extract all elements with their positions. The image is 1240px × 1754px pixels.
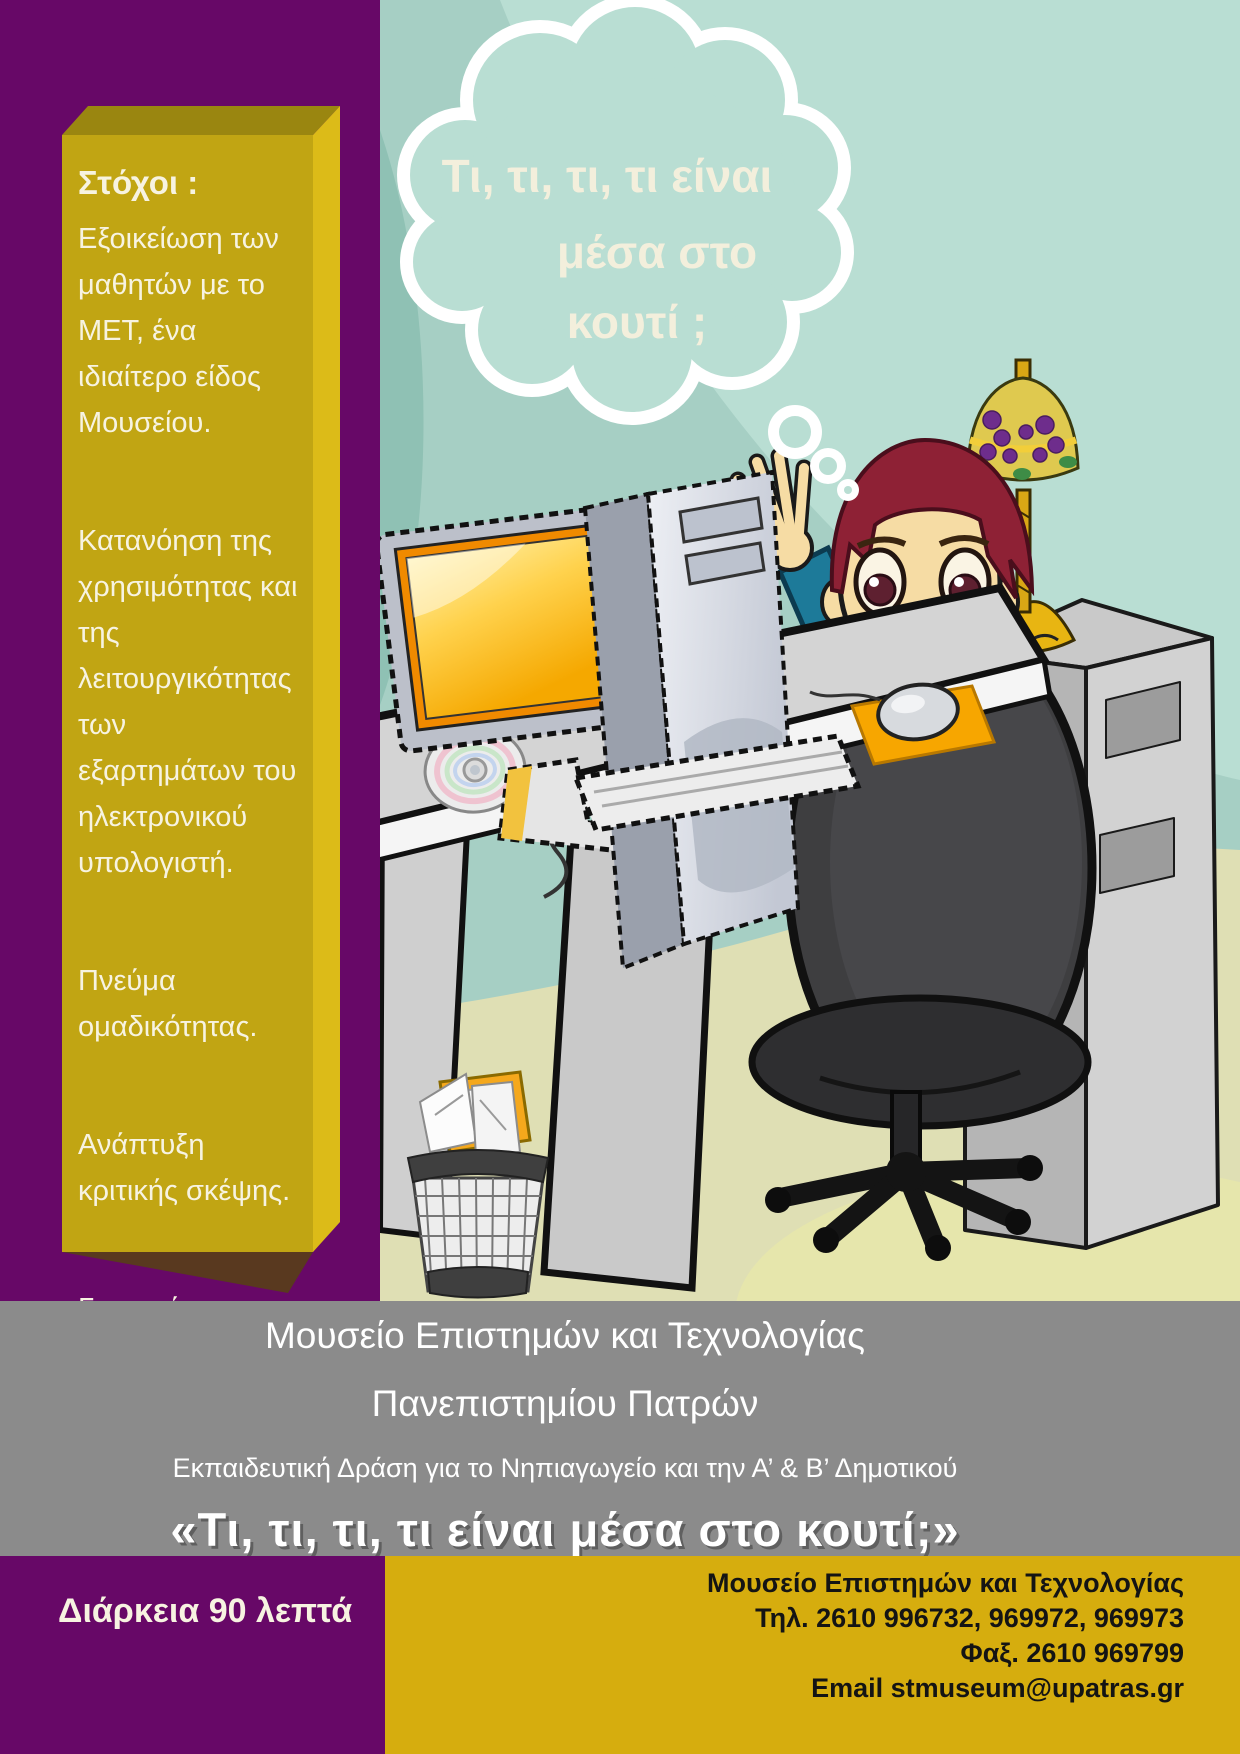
goal-item: Πνεύμα ομαδικότητας.	[78, 965, 258, 1043]
activity-title: «Τι, τι, τι, τι είναι μέσα στο κουτί;»	[170, 1503, 960, 1556]
computer-tower	[585, 472, 798, 968]
bubble-line-2: μέσα στο	[556, 226, 758, 278]
contact-phone: Τηλ. 2610 996732, 969972, 969973	[755, 1603, 1184, 1633]
banner-subtitle: Εκπαιδευτική Δράση για το Νηπιαγωγείο και την Α’ & Β’ Δημοτικού	[172, 1453, 958, 1483]
goal-item: Κατανόηση της χρησιμότητας και της λειτουργικότητας των εξαρτημάτων του ηλεκτρονικού υπολογιστή.	[78, 525, 298, 879]
goal-item: Ανάπτυξη κριτικής σκέψης.	[78, 1129, 291, 1207]
duration-text: Διάρκεια 90 λεπτά	[58, 1592, 353, 1630]
duration-block	[0, 1556, 385, 1754]
contact-name: Μουσείο Επιστημών και Τεχνολογίας	[707, 1568, 1184, 1598]
cartoon-scene	[380, 0, 1240, 1301]
sidebar	[0, 0, 380, 1301]
contact-fax: Φαξ. 2610 969799	[960, 1638, 1184, 1668]
contact-block	[385, 1556, 1240, 1754]
goal-item: Εξοικείωση των μαθητών με το ΜΕΤ, ένα ιδιαίτερο είδος Μουσείου.	[78, 223, 279, 439]
museum-title-line1: Μουσείο Επιστημών και Τεχνολογίας	[264, 1315, 866, 1356]
bubble-line-3: κουτί ;	[566, 296, 708, 348]
footer	[0, 1556, 1240, 1754]
title-banner-inner	[0, 1315, 1130, 1557]
museum-title-line2: Πανεπιστημίου Πατρών	[371, 1383, 759, 1424]
illustration	[380, 0, 1240, 1301]
bubble-line-1: Τι, τι, τι, τι είναι	[441, 150, 773, 202]
contact-email: Email stmuseum@upatras.gr	[811, 1673, 1184, 1703]
title-banner	[0, 1301, 1240, 1556]
goals-heading: Στόχοι :	[78, 164, 199, 201]
